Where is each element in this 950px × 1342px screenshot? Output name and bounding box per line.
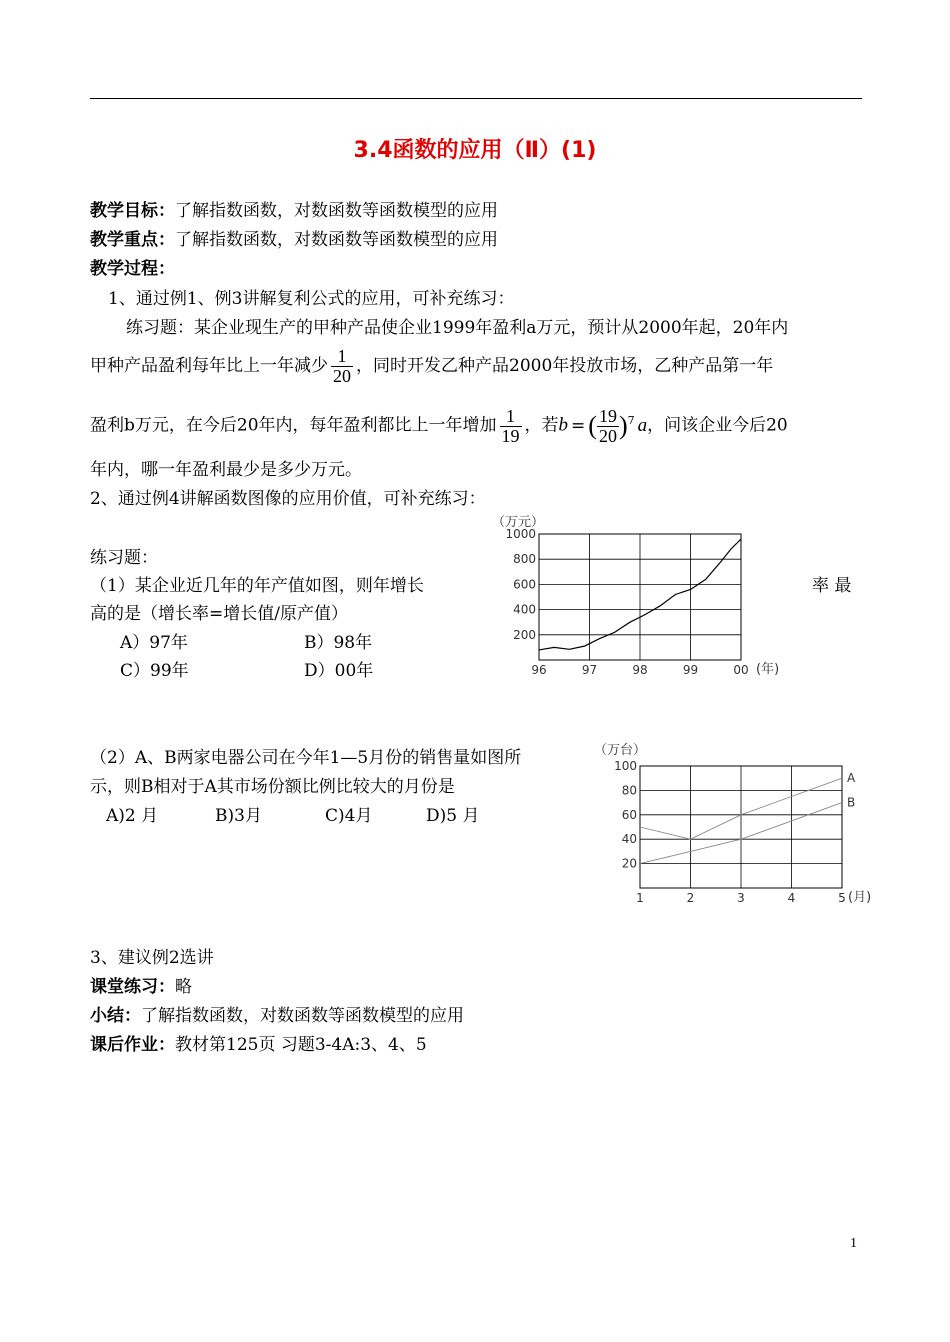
chart2-y-tick-label: 40 [621,832,637,847]
chart1-y-tick-label: 400 [513,602,536,617]
chart1-y-tick-label: 200 [513,627,536,642]
chart2-y-tick-label: 80 [621,783,637,798]
chart2-y-unit: （万台） [594,743,647,758]
chart1-x-tick-label: 98 [632,663,648,677]
chart2-series-label-A: A [847,771,856,786]
header-rule [90,98,862,99]
chart1-y-tick-label: 600 [513,577,536,592]
chart2-x-tick-label: 2 [686,891,695,905]
q1-option-b: B）98年 [304,633,373,653]
objective-label: 教学目标： [90,201,175,221]
item1-line3-post: ，问该企业今后20 [647,415,788,436]
objective-text: 了解指数函数，对数函数等函数模型的应用 [175,201,498,221]
item2-intro: 2、通过例4讲解函数图像的应用价值，可补充练习： [90,489,486,509]
sales-volume-chart [592,738,892,913]
chart1-y-tick-label: 1000 [505,527,536,541]
chart2-x-tick-label: 1 [636,891,644,905]
var-a: a [637,414,648,436]
q1-option-a: A）97年 [120,633,188,653]
chart2-y-tick-label: 20 [621,856,637,871]
var-b: b [558,414,569,436]
homework-label: 课后作业： [90,1035,175,1055]
q1-line1: （1）某企业近几年的年产值如图，则年增长 [90,576,424,596]
keypoint-text: 了解指数函数，对数函数等函数模型的应用 [175,230,498,250]
page-title: 3.4函数的应用（Ⅱ）(1) [353,138,597,163]
summary-line [90,1001,464,1026]
summary-label: 小结： [90,1006,141,1026]
chart2-x-tick-label: 4 [787,891,796,905]
chart2-x-unit: (月) [848,890,872,905]
fraction-denominator: 19 [501,425,520,446]
fraction-numerator: 1 [331,347,353,367]
item1-line4: 年内，哪一年盈利最少是多少万元。 [90,460,362,480]
item1-line1: 练习题：某企业现生产的甲种产品使企业1999年盈利a万元，预计从2000年起，20年内 [126,318,789,338]
q2-option-d: D)5 月 [426,806,480,826]
equals-sign: = [571,415,586,436]
item1-line3-mid: ，若 [524,415,559,436]
keypoint-line [90,225,498,250]
item1-line3-pre: 盈利b万元，在今后20年内，每年盈利都比上一年增加 [90,415,497,436]
item1-line2 [90,342,773,390]
chart1-x-tick-label: 00 [733,663,749,677]
item1-line2-post: ，同时开发乙种产品2000年投放市场，乙种产品第一年 [356,356,774,376]
item1-line2-pre: 甲种产品盈利每年比上一年减少 [90,356,328,376]
q1-option-c: C）99年 [120,661,189,681]
annual-output-chart [480,510,800,685]
q2-option-c: C)4月 [325,806,373,826]
chart1-y-unit: （万元） [492,515,545,530]
process-label: 教学过程： [90,259,175,279]
fraction-numerator: 1 [500,407,522,427]
chart1-x-tick-label: 96 [531,663,547,677]
q2-option-b: B)3月 [215,806,262,826]
q1-option-d: D）00年 [304,661,374,681]
objective-line [90,196,498,221]
fraction-denominator: 20 [333,366,351,386]
practice-line [90,972,192,997]
fraction-denominator: 20 [598,425,617,446]
exercise-label: 练习题： [90,548,158,568]
fraction-numerator: 19 [598,405,617,426]
fraction-19-20 [597,407,619,446]
q1-right-text: 率 最 [812,576,852,596]
item1-line3: 盈利b万元，在今后20年内，每年盈利都比上一年增加 $\frac{1}{19}$ ，若b = ( $\frac{19}{20}$ )$^7$ a，问该企业今后20 [90,405,788,446]
chart1-x-tick-label: 99 [682,663,699,677]
homework-line [90,1030,427,1055]
q1-line2: 高的是（增长率=增长值/原产值） [90,604,348,624]
item1-intro: 1、通过例1、例3讲解复利公式的应用，可补充练习： [108,289,515,309]
q2-line1: （2）A、B两家电器公司在今年1—5月份的销售量如图所 [90,748,522,768]
chart2-y-tick-label: 100 [614,759,637,773]
q2-option-a: A)2 月 [106,806,159,826]
chart1-y-tick-label: 800 [513,552,536,567]
chart2-x-tick-label: 3 [737,891,745,905]
item3-line: 3、建议例2选讲 [90,948,214,968]
summary-text: 了解指数函数，对数函数等函数模型的应用 [141,1006,464,1026]
exponent: 7 [627,414,635,427]
practice-text: 略 [175,977,192,997]
fraction-1-19 [500,407,522,446]
chart2-y-tick-label: 60 [621,807,637,822]
chart2-x-tick-label: 5 [838,891,846,905]
homework-text: 教材第125页 习题3-4A:3、4、5 [175,1035,427,1055]
q2-line2: 示，则B相对于A其市场份额比例比较大的月份是 [90,777,455,797]
chart2-series-label-B: B [847,795,856,810]
practice-label: 课堂练习： [90,977,175,997]
keypoint-label: 教学重点： [90,230,175,250]
chart1-x-unit: (年) [756,662,780,677]
fraction-1-20 [331,347,353,386]
page-number: 1 [850,1236,857,1251]
chart1-x-tick-label: 97 [581,663,598,677]
